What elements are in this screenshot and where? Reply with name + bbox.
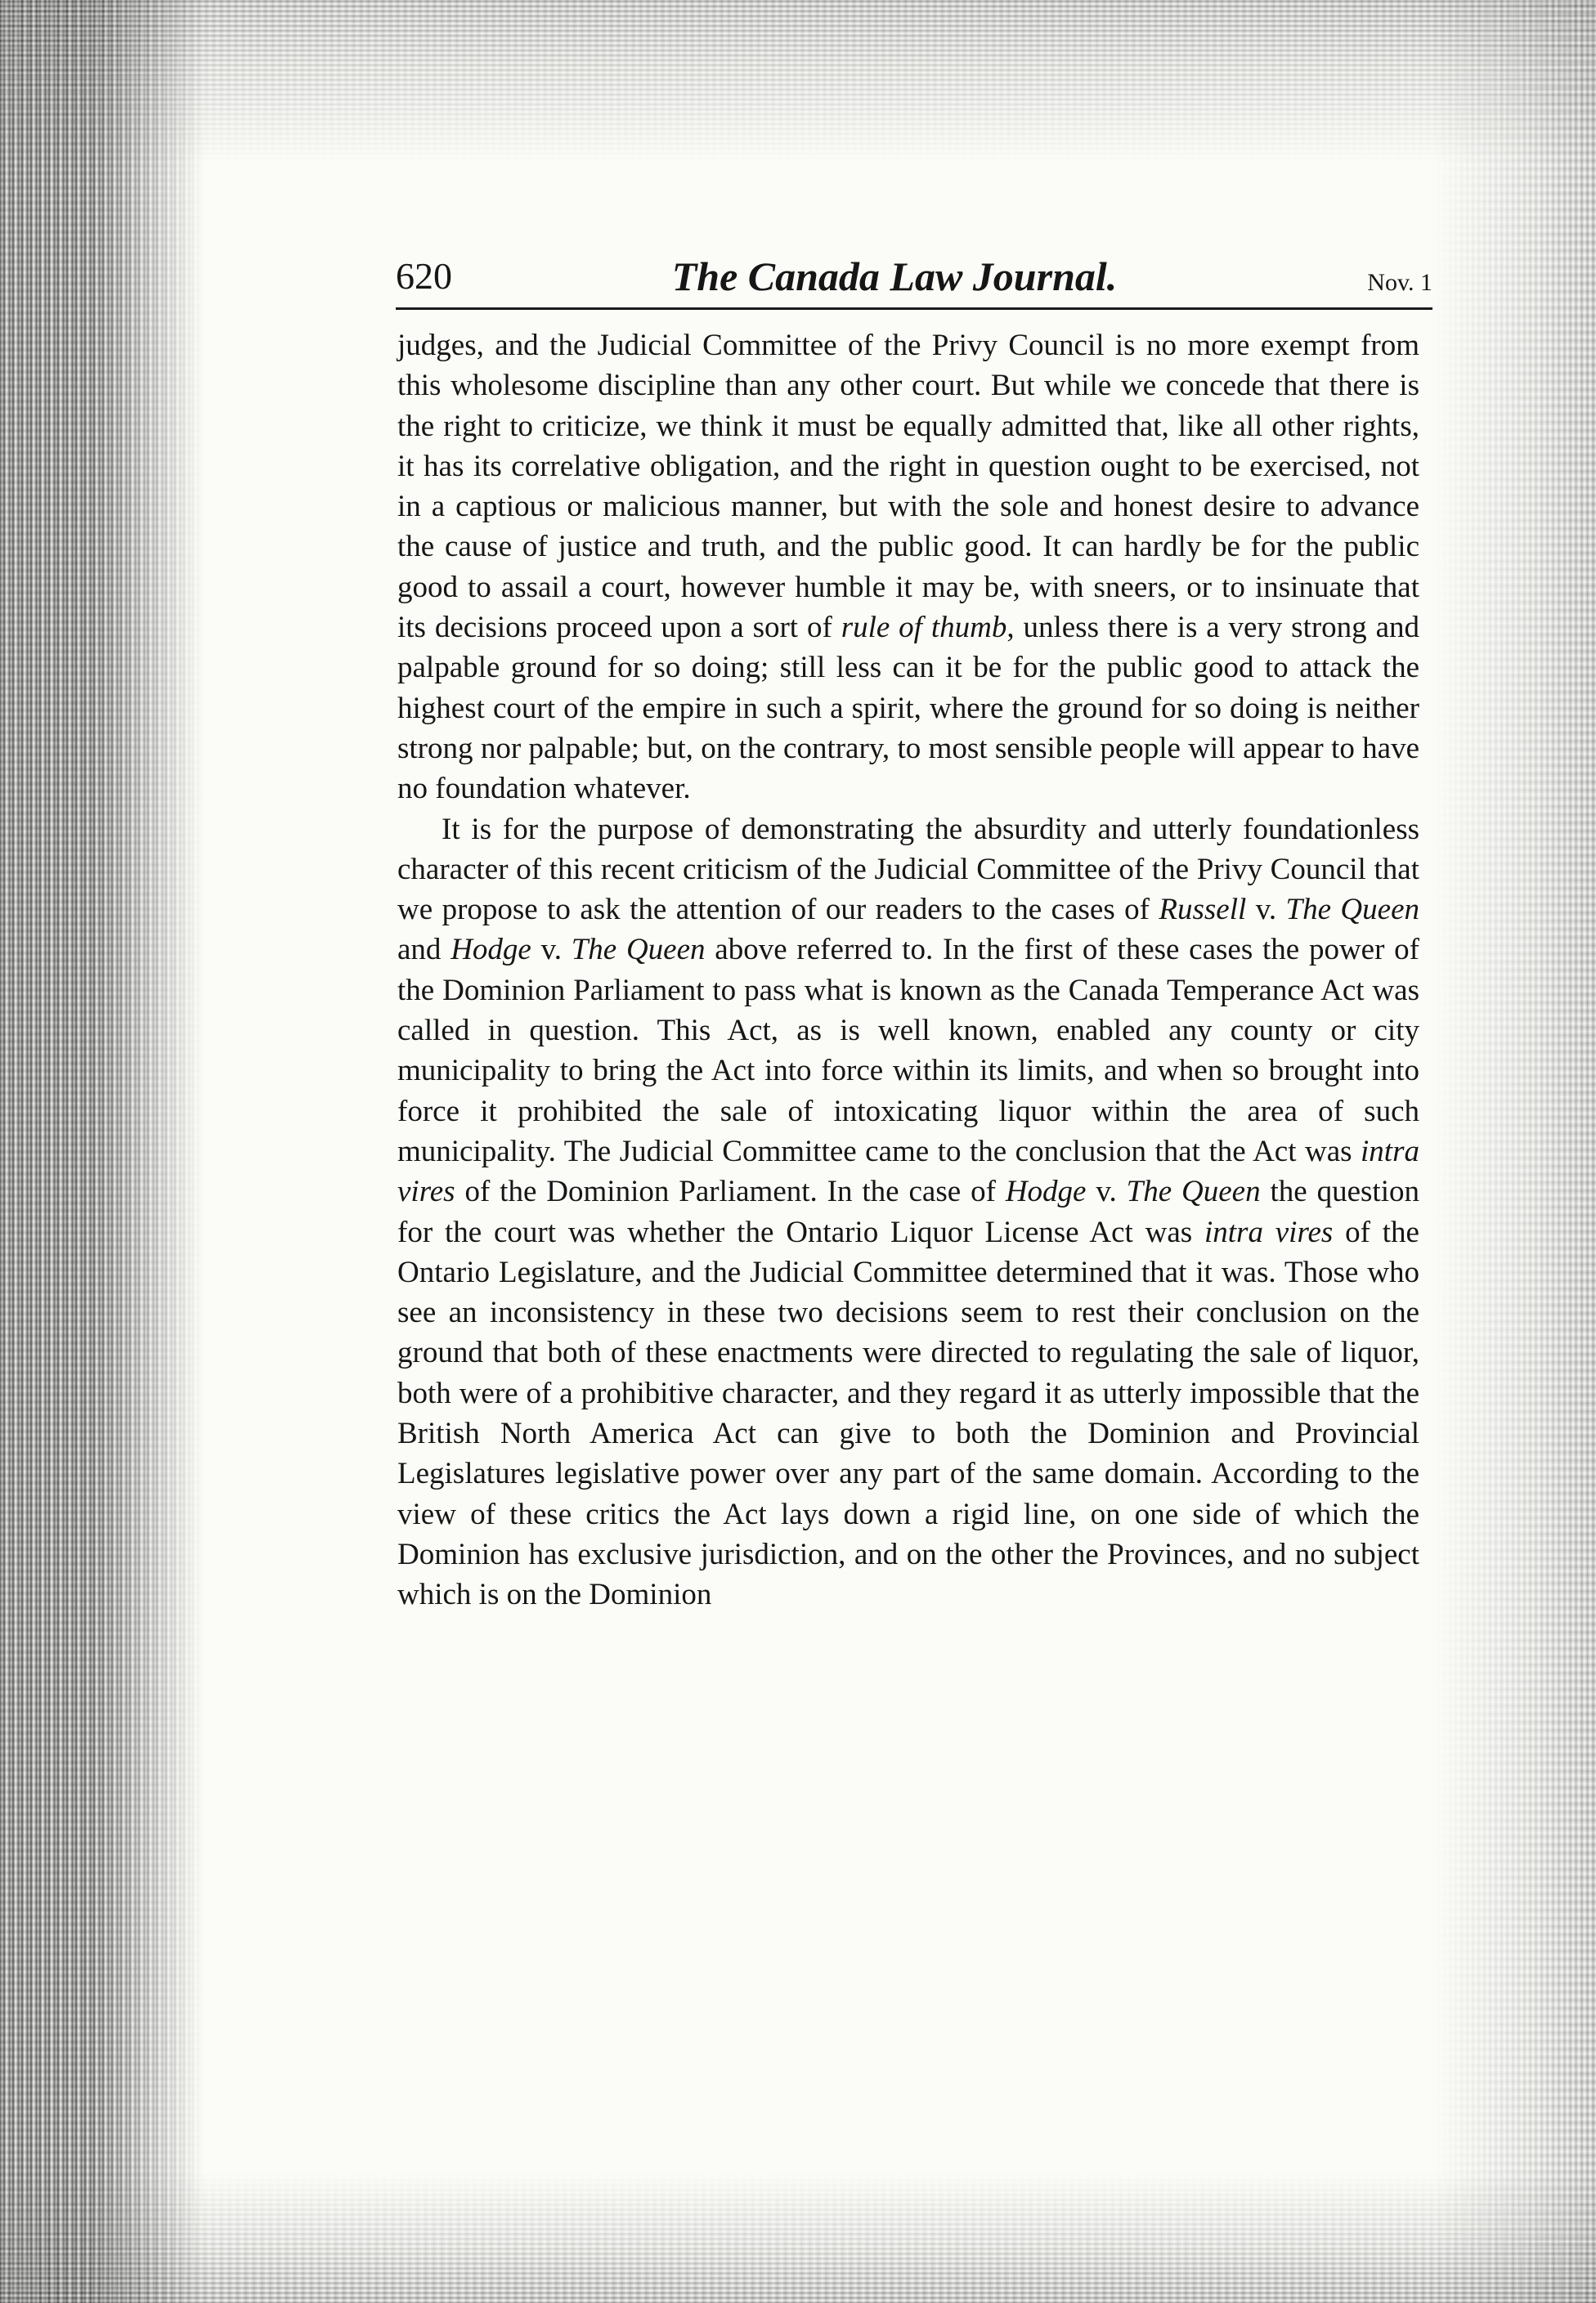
page-number: 620 [396, 255, 452, 297]
header-rule [396, 307, 1432, 310]
text-run: above referred to. In the first of these cases the power of the Dominion Parliament to pass what is known as the Canada Temperance Act was called in question. This Act, as is well known, enabled any county or city municipality to bring the Act into force within its limits, and when so brought into force it prohibited the sale of intoxicating liquor within the area of such municipality. The Judicial Committee came to the conclusion that the Act was [397, 933, 1419, 1168]
text-run: It is for the purpose of demonstrating the absurdity and utterly foundationless character of this recent criticism of the Judicial Committee of the Privy Council that we propose to ask the attention of our readers to the cases of [397, 812, 1419, 927]
scan-edge-shadow-bottom [0, 2172, 1596, 2303]
text-run: v. [1246, 893, 1286, 927]
text-run: and [397, 933, 451, 967]
text-run: judges, and the Judicial Committee of the Privy Council is no more exempt from this wholesome discipline than any other court. But while we concede that there is the right to criticize, we think it must be equally admitted that, like all other rights, it has its correlative obligation, and the right in question ought to be exercised, not in a captious or malicious manner, but with the sole and honest desire to advance the cause of justice and truth, and the public good. It can hardly be for the public good to assail a court, however humble it may be, with sneers, or to insinuate that its decisions proceed upon a sort of [397, 329, 1419, 645]
text-run: the question for the court was whether the Ontario Liquor License Act was [397, 1175, 1419, 1249]
latin-phrase: intra vires [1204, 1215, 1334, 1249]
scan-edge-shadow-left [0, 0, 204, 2303]
running-head [396, 252, 1432, 307]
text-run: , unless there is a very strong and palpable ground for so doing; still less can it be for the public good to attack the highest court of the empire in such a spirit, where the ground for so doing is neither strong nor palpable; but, on the contrary, to most sensible people will appear to have no foundation whatever. [397, 611, 1419, 806]
latin-phrase: intra vires [397, 1134, 1419, 1209]
text-run: v. [531, 933, 572, 967]
text-run: v. [1086, 1175, 1127, 1209]
italic-phrase: rule of thumb [841, 611, 1007, 645]
text-run: of the Ontario Legislature, and the Judicial Committee determined that it was. Those who see an inconsistency in these two decisions seem to rest their conclusion on the ground that both of these enactments were directed to regulating the sale of liquor, both were of a prohibitive character, and they regard it as utterly impossible that the British North America Act can give to both the Dominion and Provincial Legislatures legislative power over any part of the same domain. According to the view of these critics the Act lays down a rigid line, on one side of which the Dominion has exclusive jurisdiction, and on the other the Provinces, and no subject which is on the Dominion [397, 1215, 1419, 1612]
case-name: The Queen [571, 933, 706, 967]
paragraph [397, 809, 1419, 1615]
text-run: of the Dominion Parliament. In the case of [455, 1175, 1006, 1209]
scan-edge-shadow-top [0, 0, 1596, 164]
case-name: The Queen [1126, 1175, 1261, 1209]
case-name: The Queen [1285, 893, 1419, 927]
journal-title: The Canada Law Journal. [671, 253, 1118, 299]
article-body [397, 325, 1419, 1615]
paragraph [397, 325, 1419, 809]
case-name: Russell [1159, 893, 1247, 927]
case-name: Hodge [1005, 1175, 1087, 1209]
scan-edge-shadow-right [1432, 0, 1596, 2303]
case-name: Hodge [451, 933, 531, 967]
issue-date: Nov. 1 [1367, 269, 1432, 296]
